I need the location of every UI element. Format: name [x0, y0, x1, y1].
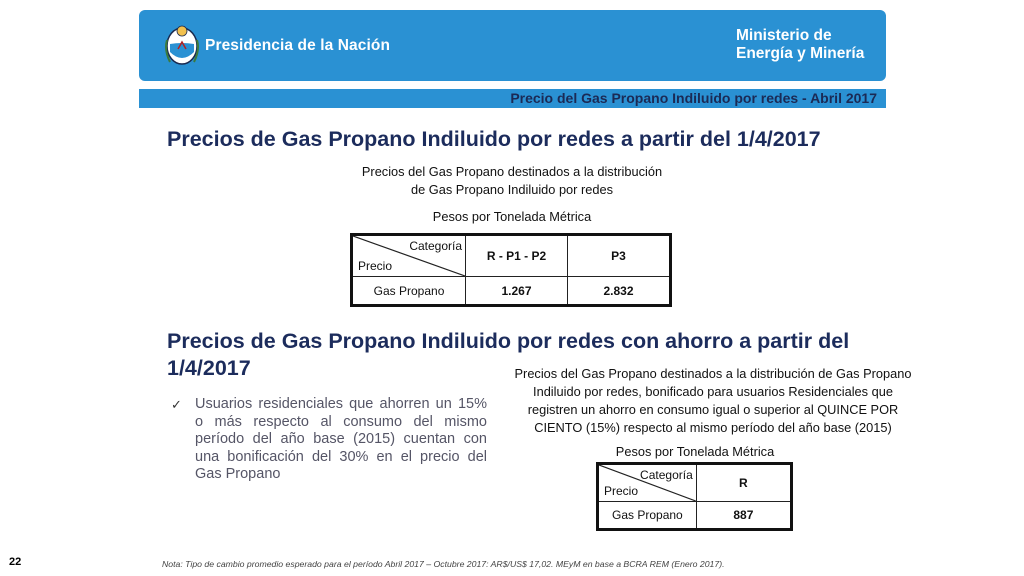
- page-number: 22: [9, 556, 22, 568]
- table2-corner-category: Categoría: [640, 468, 693, 482]
- ministry-label: [736, 27, 871, 63]
- ministry-line-2: Energía y Minería: [736, 45, 865, 62]
- table2-corner-price: Precio: [604, 484, 639, 498]
- table2-value: 887: [696, 502, 791, 530]
- table2-corner-cell: [598, 464, 697, 502]
- check-icon: ✓: [171, 397, 182, 412]
- section1-caption-line-1: Precios del Gas Propano destinados a la distribución: [361, 164, 663, 179]
- price-table-1: [350, 233, 672, 307]
- section2-title: Precios de Gas Propano Indiluido por redes con ahorro a partir del 1/4/2017: [167, 329, 850, 380]
- table2-row-label: Gas Propano: [598, 502, 697, 530]
- table2-col-header: R: [696, 464, 791, 502]
- table1-col-header: P3: [568, 235, 671, 277]
- table1-corner-cell: [352, 235, 466, 277]
- savings-bullet: [167, 396, 487, 484]
- section2-caption-line: Precios del Gas Propano destinados a la distribución de Gas Propano: [514, 366, 912, 381]
- section2-units: Pesos por Tonelada Métrica: [615, 444, 775, 459]
- section1-caption-line-2: de Gas Propano Indiluido por redes: [410, 182, 614, 197]
- price-table-2: [596, 462, 793, 531]
- table1-corner-price: Precio: [358, 259, 393, 273]
- section1-title: Precios de Gas Propano Indiluido por redes a partir del 1/4/2017: [167, 127, 821, 151]
- section2-caption-line: registren un ahorro en consumo igual o superior al QUINCE POR: [527, 402, 899, 417]
- section2-caption: [493, 365, 933, 437]
- table1-value: 2.832: [568, 277, 671, 306]
- ministry-line-1: Ministerio de: [736, 27, 832, 44]
- section2-caption-line: CIENTO (15%) respecto al mismo período del año base (2015): [534, 420, 892, 435]
- section1-units: Pesos por Tonelada Métrica: [432, 209, 592, 224]
- presidency-label: Presidencia de la Nación: [205, 37, 391, 54]
- subtitle-bar: Precio del Gas Propano Indiluido por redes - Abril 2017: [139, 89, 886, 108]
- section2-caption-line: Indiluido por redes, bonificado para usuarios Residenciales que: [533, 384, 893, 399]
- table1-row-label: Gas Propano: [352, 277, 466, 306]
- savings-bullet-text: Usuarios residenciales que ahorren un 15% o más respecto al consumo del mismo período del año base (2015) cuentan con una bonificación del 30% en el precio del Gas Propano: [195, 396, 487, 482]
- coat-of-arms-icon: [164, 22, 200, 72]
- section1-caption: [330, 163, 694, 199]
- table1-corner-category: Categoría: [409, 239, 463, 253]
- table1-value: 1.267: [466, 277, 568, 306]
- table1-col-header: R - P1 - P2: [466, 235, 568, 277]
- footnote: Nota: Tipo de cambio promedio esperado para el período Abril 2017 – Octubre 2017: AR$/US$ 17,02. MEyM en base a BCRA REM (Enero 2017).: [162, 559, 725, 569]
